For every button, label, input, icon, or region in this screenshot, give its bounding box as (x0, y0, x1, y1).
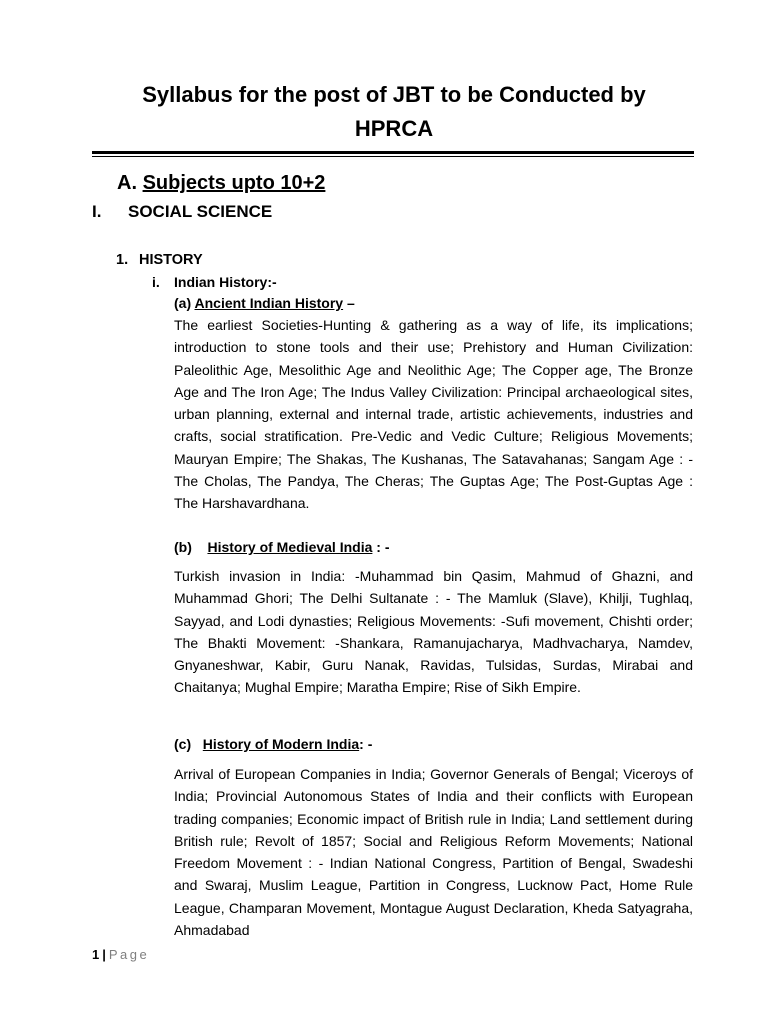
footer-page-number: 1 (92, 947, 100, 962)
modern-suffix: : - (359, 736, 373, 752)
medieval-heading (174, 536, 390, 558)
medieval-suffix: : - (372, 539, 390, 555)
history-heading (116, 249, 203, 271)
medieval-paragraph: Turkish invasion in India: -Muhammad bin Qasim, Mahmud of Ghazni, and Muhammad Ghori; The Delhi Sultanate : - The Mamluk (Slave), Khilji, Tughlaq, Sayyad, and Lodi dynasties; Religious Movements: -Sufi movement, Chishti order; The Bhakti Movement: -Shankara, Ramanujacharya, Madhvacharya, Namdev, Gnyaneshwar, Kabir, Guru Nanak, Ravidas, Tulsidas, Surdas, Mirabai and Chaitanya; Mughal Empire; Maratha Empire; Rise of Sikh Empire. (174, 568, 693, 696)
indian-history-title: Indian History:- (174, 274, 277, 290)
ancient-heading (174, 292, 355, 314)
document-title (95, 78, 693, 146)
ancient-suffix: – (343, 295, 355, 311)
ancient-label: (a) (174, 295, 192, 311)
indian-history-number: i. (152, 274, 160, 290)
ancient-paragraph: The earliest Societies-Hunting & gathering as a way of life, its implications; introduction to stone tools and their use; Prehistory and Human Civilization: Paleolithic Age, Mesolithic Age and Neolithic Age; The Copper age, The Bronze Age and The Iron Age; The Indus Valley Civilization: Principal archaeological sites, urban planning, external and internal trade, artistic achievements, industries and crafts, social stratification. Pre-Vedic and Vedic Culture; Religious Movements; Mauryan Empire; The Shakas, The Kushanas, The Satavahanas; Sangam Age : - The Cholas, The Pandya, The Cheras; The Guptas Age; The Post-Guptas Age : The Harshavardhana. (174, 317, 693, 512)
indian-history-heading (152, 271, 277, 293)
modern-paragraph: Arrival of European Companies in India; Governor Generals of Bengal; Viceroys of India; Provincial Autonomous States of India and their conflicts with European trading companies; Economic impact of British rule in India; Land settlement during British rule; Revolt of 1857; Social and Religious Reform Movements; National Freedom Movement : - Indian National Congress, Partition of Bengal, Swadeshi and Swaraj, Muslim League, Partition in Congress, Lucknow Pact, Home Rule League, Champaran Movement, Montague August Declaration, Kheda Satyagraha, Ahmadabad (174, 766, 693, 939)
history-title: HISTORY (139, 252, 203, 268)
title-rule-thick (92, 151, 694, 154)
footer-separator: | (102, 947, 106, 962)
medieval-title: History of Medieval India (207, 539, 373, 555)
page-footer (92, 946, 149, 964)
modern-title: History of Modern India (202, 736, 360, 752)
section-a-title: Subjects upto 10+2 (142, 172, 326, 194)
section-a-label: A. (117, 172, 137, 194)
part-i-title: SOCIAL SCIENCE (128, 202, 273, 221)
title-line-2: HPRCA (354, 116, 434, 141)
title-line-1: Syllabus for the post of JBT to be Conducted by (142, 82, 646, 107)
section-a-heading (117, 170, 325, 196)
footer-page-word: Page (108, 947, 150, 962)
part-i-number: I. (92, 202, 102, 221)
modern-label: (c) (174, 736, 192, 752)
part-i-heading (92, 200, 272, 224)
modern-heading (174, 733, 372, 755)
history-number: 1. (116, 252, 129, 268)
medieval-label: (b) (174, 539, 192, 555)
title-rule-thin (92, 156, 694, 157)
ancient-title: Ancient Indian History (194, 295, 344, 311)
